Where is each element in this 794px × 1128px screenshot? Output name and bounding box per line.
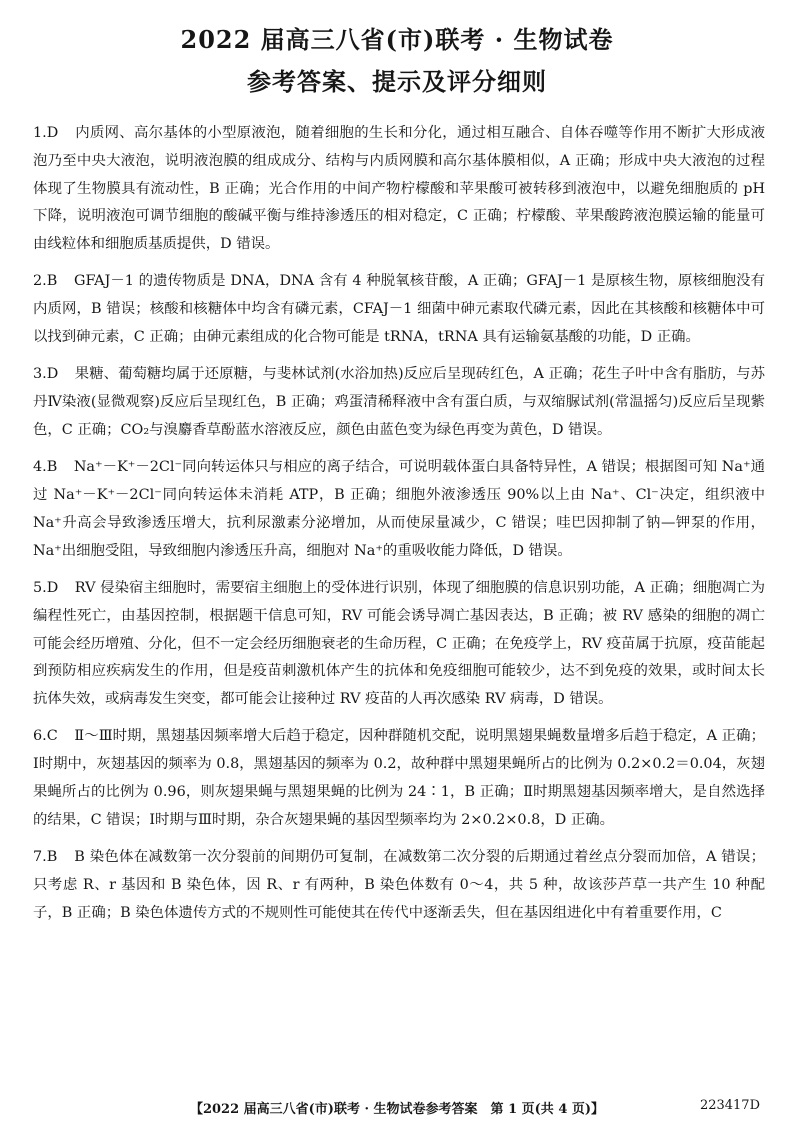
answer-number: 3.D bbox=[33, 366, 59, 383]
answer-number: 1.D bbox=[33, 125, 59, 141]
answer-explanation: Na⁺－K⁺－2Cl⁻同向转运体只与相应的离子结合，可说明载体蛋白具备特异性，A 错误；根据图可知 Na⁺通过 Na⁺－K⁺－2Cl⁻同向转运体未消耗 ATP，B 正确；细胞外液渗透压 90%以上由 Na⁺、Cl⁻决定，组织液中 Na⁺升高会导致渗透压增大，抗利尿激素分泌增加，从而使尿量减少，C 错误；哇巴因抑制了钠—钾泵的作用，Na⁺出细胞受阻，导致细胞内渗透压升高，细胞对 Na⁺的重吸收能力降低，D 错误。 bbox=[33, 459, 765, 559]
answer-list bbox=[33, 120, 765, 937]
answer-explanation: RV 侵染宿主细胞时，需要宿主细胞上的受体进行识别，体现了细胞膜的信息识别功能，A 正确；细胞凋亡为编程性死亡，由基因控制，根据题干信息可知，RV 可能会诱导凋亡基因表达，B 正确；被 RV 感染的细胞的凋亡可能会经历增殖、分化，但不一定会经历细胞衰老的生命历程，C 正确；在免疫学上，RV 疫苗属于抗原，疫苗能起到预防相应疾病发生的作用，但是疫苗刺激机体产生的抗体和免疫细胞可能较少，达不到免疫的效果，或时间太长抗体失效，或病毒发生突变，都可能会让接种过 RV 疫苗的人再次感染 RV 病毒，D 错误。 bbox=[33, 579, 765, 708]
answer-explanation: GFAJ－1 的遗传物质是 DNA，DNA 含有 4 种脱氧核苷酸，A 正确；GFAJ－1 是原核生物，原核细胞没有内质网，B 错误；核酸和核糖体中均含有磷元素，CFAJ－1 细菌中砷元素取代磷元素，因此在其核酸和核糖体中可以找到砷元素，C 正确；由砷元素组成的化合物可能是 tRNA，tRNA 具有运输氨基酸的功能，D 正确。 bbox=[33, 273, 765, 346]
answer-item bbox=[33, 268, 765, 351]
answer-explanation: 果糖、葡萄糖均属于还原糖，与斐林试剂(水浴加热)反应后呈现砖红色，A 正确；花生子叶中含有脂肪，与苏丹Ⅳ染液(显微观察)反应后呈现红色，B 正确；鸡蛋清稀释液中含有蛋白质，与双缩脲试剂(常温摇匀)反应后呈现紫色，C 正确；CO₂与溴麝香草酚蓝水溶液反应，颜色由蓝色变为绿色再变为黄色，D 错误。 bbox=[33, 366, 765, 438]
answer-number: 7.B bbox=[33, 849, 58, 866]
answer-explanation: Ⅱ～Ⅲ时期，黑翅基因频率增大后趋于稳定，因种群随机交配，说明黑翅果蝇数量增多后趋于稳定，A 正确；Ⅰ时期中，灰翅基因的频率为 0.8，黑翅基因的频率为 0.2，故种群中黑翅果蝇所占的比例为 0.2×0.2＝0.04，灰翅果蝇所占的比例为 0.96，则灰翅果蝇与黑翅果蝇的比例为 24∶1，B 正确；Ⅱ时期黑翅基因频率增大，是自然选择的结果，C 错误；Ⅰ时期与Ⅲ时期，杂合灰翅果蝇的基因型频率均为 2×0.2×0.8，D 正确。 bbox=[33, 728, 765, 828]
page-title: 2022 届高三八省(市)联考 · 生物试卷 bbox=[180, 25, 614, 54]
answer-number: 2.B bbox=[33, 273, 58, 290]
answer-explanation: 内质网、高尔基体的小型原液泡，随着细胞的生长和分化，通过相互融合、自体吞噬等作用不断扩大形成液泡乃至中央大液泡，说明液泡膜的组成成分、结构与内质网膜和高尔基体膜相似，A 正确；形成中央大液泡的过程体现了生物膜具有流动性，B 正确；光合作用的中间产物柠檬酸和苹果酸可被转移到液泡中，以避免细胞质的 pH 下降，说明液泡可调节细胞的酸碱平衡与维持渗透压的相对稳定，C 正确；柠檬酸、苹果酸跨液泡膜运输的能量可由线粒体和细胞质基质提供，D 错误。 bbox=[33, 125, 765, 253]
answer-explanation: B 染色体在减数第一次分裂前的间期仍可复制，在减数第二次分裂的后期通过着丝点分裂而加倍，A 错误；只考虑 R、r 基因和 B 染色体，因 R、r 有两种，B 染色体数有 0～4，共 5 种，故该莎芦草一共产生 10 种配子，B 正确；B 染色体遗传方式的不规则性可能使其在传代中逐渐丢失，但在基因组进化中有着重要作用，C bbox=[33, 849, 765, 921]
answer-item bbox=[33, 120, 765, 259]
answer-item bbox=[33, 844, 765, 927]
answer-item bbox=[33, 361, 765, 444]
answer-number: 5.D bbox=[33, 579, 59, 596]
answer-item bbox=[33, 723, 765, 834]
footer-page-info: 【2022 届高三八省(市)联考 · 生物试卷参考答案 第 1 页(共 4 页)】 bbox=[189, 1102, 605, 1117]
answer-number: 4.B bbox=[33, 459, 58, 476]
page-subtitle: 参考答案、提示及评分细则 bbox=[247, 67, 547, 96]
answer-number: 6.C bbox=[33, 728, 58, 745]
answer-item bbox=[33, 454, 765, 565]
footer-code: 223417D bbox=[699, 1098, 760, 1113]
answer-item bbox=[33, 575, 765, 714]
